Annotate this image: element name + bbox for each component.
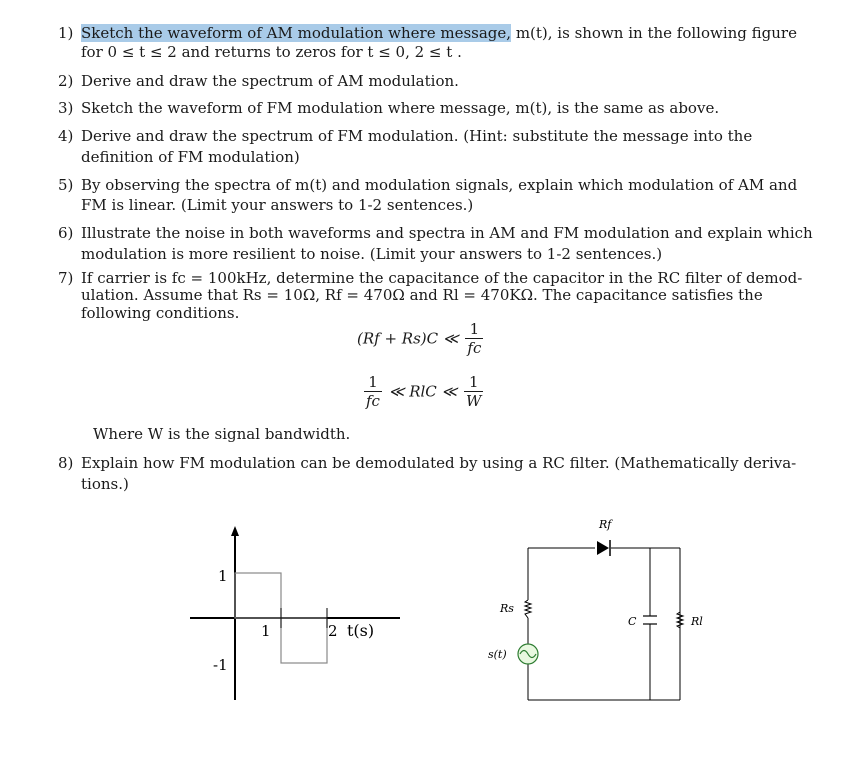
- question-4-line-1: Derive and draw the spectrum of FM modulation. (Hint: substitute the message into the: [81, 127, 753, 145]
- equation-1-left: (Rf + Rs)C ≪: [357, 329, 459, 348]
- question-7-where: Where W is the signal bandwidth.: [93, 425, 351, 443]
- question-4-number: 4): [58, 127, 74, 145]
- rc-circuit: [480, 508, 730, 708]
- question-5-line-2: FM is linear. (Limit your answers to 1-2 sentences.): [81, 196, 474, 214]
- rs-label: Rs: [500, 602, 514, 615]
- resistor-rs-icon: [525, 600, 531, 618]
- x-label-2: 2: [328, 622, 338, 640]
- question-1-line-1: Sketch the waveform of AM modulation where message, m(t), is shown in the following figure: [81, 24, 797, 42]
- equation-2-mid: ≪ RlC ≪: [388, 382, 458, 401]
- equation-2-fraction-right: $\frac{1}{W}$: [466, 373, 482, 410]
- c-label: C: [628, 615, 637, 628]
- question-7-line-3: following conditions.: [81, 304, 240, 322]
- question-8-line-2: tions.): [81, 475, 129, 493]
- diode-icon: [597, 540, 610, 556]
- rf-label: Rf: [599, 518, 612, 531]
- question-6-line-2: modulation is more resilient to noise. (Limit your answers to 1-2 sentences.): [81, 245, 663, 263]
- highlighted-text[interactable]: Sketch the waveform of AM modulation where message,: [81, 24, 512, 42]
- negative-pulse: [281, 618, 327, 663]
- equation-2: [362, 373, 485, 410]
- question-7-line-1: If carrier is fc = 100kHz, determine the capacitance of the capacitor in the RC filter of demod-: [81, 269, 803, 287]
- question-7-number: 7): [58, 269, 74, 287]
- message-graph: [185, 520, 410, 705]
- question-7-line-2: ulation. Assume that Rs = 10Ω, Rf = 470Ω and Rl = 470KΩ. The capacitance satisfies the: [81, 286, 763, 304]
- question-3-number: 3): [58, 99, 74, 117]
- x-axis-label: t(s): [347, 621, 375, 640]
- y-label-neg: -1: [213, 656, 228, 674]
- y-label-pos: 1: [218, 567, 228, 585]
- question-5-line-1: By observing the spectra of m(t) and modulation signals, explain which modulation of AM and: [81, 176, 798, 194]
- question-1-number: 1): [58, 24, 74, 42]
- question-3-line-1: Sketch the waveform of FM modulation where message, m(t), is the same as above.: [81, 99, 720, 117]
- question-4-line-2: definition of FM modulation): [81, 148, 300, 166]
- equation-1-fraction: $\frac{1}{fc}$: [467, 320, 482, 357]
- ac-source-icon: [518, 644, 538, 664]
- question-1-line-2: for 0 ≤ t ≤ 2 and returns to zeros for t ≤ 0, 2 ≤ t .: [81, 43, 462, 61]
- capacitor-icon: [643, 616, 657, 624]
- equation-2-fraction-left: $\frac{1}{fc}$: [366, 373, 380, 410]
- positive-pulse: [235, 573, 281, 618]
- question-5-number: 5): [58, 176, 74, 194]
- y-axis-arrow-icon: [231, 526, 239, 536]
- question-6-line-1: Illustrate the noise in both waveforms and spectra in AM and FM modulation and explain which: [81, 224, 813, 242]
- x-label-1: 1: [261, 622, 271, 640]
- question-8-number: 8): [58, 454, 74, 472]
- equation-1: [357, 320, 485, 357]
- question-2-number: 2): [58, 72, 74, 90]
- question-2-line-1: Derive and draw the spectrum of AM modulation.: [81, 72, 459, 90]
- source-label: s(t): [488, 648, 507, 661]
- question-8-line-1: Explain how FM modulation can be demodulated by using a RC filter. (Mathematically deriva-: [81, 454, 797, 472]
- rl-label: Rl: [691, 615, 703, 628]
- question-6-number: 6): [58, 224, 74, 242]
